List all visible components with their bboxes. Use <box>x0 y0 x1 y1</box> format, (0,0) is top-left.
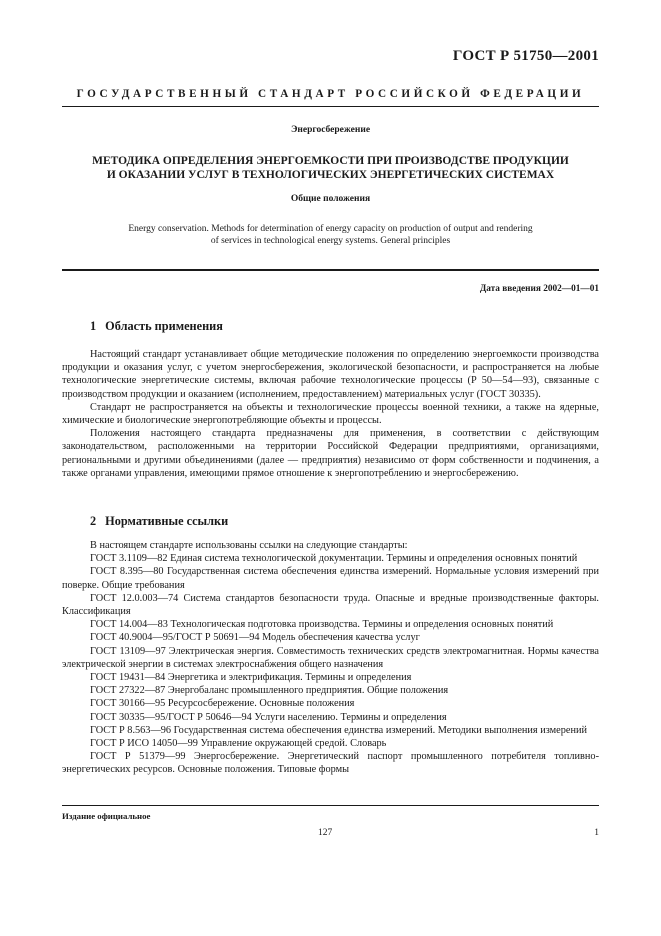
introduction-date: Дата введения 2002—01—01 <box>479 284 599 294</box>
reference-item: ГОСТ 13109—97 Электрическая энергия. Совместимость технических средств электромагнитная. Нормы качества электрической энергии в системах электроснабжения общего назначения <box>62 645 599 670</box>
section-1-paragraph: Стандарт не распространяется на объекты и технологические процессы военной техники, а также на ядерные, химические и биологические энергопотребляющие объекты и процессы. <box>62 401 599 427</box>
official-edition-label: Издание официальное <box>62 811 151 821</box>
title-line-1: МЕТОДИКА ОПРЕДЕЛЕНИЯ ЭНЕРГОЕМКОСТИ ПРИ ПРОИЗВОДСТВЕ ПРОДУКЦИИ <box>92 155 569 167</box>
page-number: 127 <box>318 828 333 838</box>
reference-item: ГОСТ 30335—95/ГОСТ Р 50646—94 Услуги населению. Термины и определения <box>90 711 447 723</box>
reference-item: ГОСТ 30166—95 Ресурсосбережение. Основные положения <box>90 698 355 710</box>
references-intro: В настоящем стандарте использованы ссылки на следующие стандарты: <box>90 540 408 551</box>
reference-item: ГОСТ Р 8.563—96 Государственная система обеспечения единства измерений. Методики выполнения измерений <box>90 724 587 736</box>
title-rule <box>62 269 599 271</box>
reference-item: ГОСТ 19431—84 Энергетика и электрификация. Термины и определения <box>90 672 412 684</box>
section-1-title: Область применения <box>105 319 223 333</box>
reference-item: ГОСТ 12.0.003—74 Система стандартов безопасности труда. Опасные и вредные производственные факторы. Классификация <box>62 592 599 618</box>
reference-item: ГОСТ 3.1109—82 Единая система технологической документации. Термины и определения основных понятий <box>90 553 578 565</box>
reference-item: ГОСТ 8.395—80 Государственная система обеспечения единства измерений. Нормальные условия измерений при поверке. Общие требования <box>62 566 599 591</box>
section-2-heading <box>90 514 228 529</box>
reference-item: ГОСТ 27322—87 Энергобаланс промышленного предприятия. Общие положения <box>90 685 449 697</box>
section-2-number: 2 <box>90 514 97 528</box>
standard-code: ГОСТ Р 51750—2001 <box>452 48 599 64</box>
section-1-heading <box>90 319 223 334</box>
section-1-number: 1 <box>90 319 97 333</box>
english-title <box>62 223 599 247</box>
reference-item: ГОСТ 40.9004—95/ГОСТ Р 50691—94 Модель обеспечения качества услуг <box>90 632 420 644</box>
title-line-2: И ОКАЗАНИИ УСЛУГ В ТЕХНОЛОГИЧЕСКИХ ЭНЕРГЕТИЧЕСКИХ СИСТЕМАХ <box>106 169 555 181</box>
english-title-line-1: Energy conservation. Methods for determination of energy capacity on production of output and rendering <box>128 224 533 234</box>
english-title-line-2: of services in technological energy systems. General principles <box>210 236 451 246</box>
section-1-paragraph: Положения настоящего стандарта предназначены для применения, в соответствии с действующим законодательством, расположенными на территории Российской Федерации предприятиями, организациями, региональными и другими объединениями (далее — предприятия) независимо от форм собственности и подчинения, а также органами управления, имеющими прямое отношение к энергопотреблению и энергосбережению. <box>62 428 599 479</box>
reference-item: ГОСТ Р ИСО 14050—99 Управление окружающей средой. Словарь <box>90 738 387 750</box>
section-2-title: Нормативные ссылки <box>105 514 229 528</box>
top-rule <box>62 106 599 107</box>
section-1-body <box>62 348 599 480</box>
references-list <box>62 539 599 777</box>
state-standard-heading: ГОСУДАРСТВЕННЫЙ СТАНДАРТ РОССИЙСКОЙ ФЕДЕРАЦИИ <box>76 88 585 100</box>
reference-item: ГОСТ 14.004—83 Технологическая подготовка производства. Термины и определения основных понятий <box>90 619 554 631</box>
subtitle: Общие положения <box>290 194 371 204</box>
footer-rule <box>62 805 599 806</box>
subject-heading: Энергосбережение <box>290 125 371 135</box>
document-title <box>62 154 599 182</box>
reference-item: ГОСТ Р 51379—99 Энергосбережение. Энергетический паспорт промышленного потребителя топливно-энергетических ресурсов. Основные положения. Типовые формы <box>62 751 599 776</box>
sheet-number: 1 <box>594 828 599 838</box>
section-1-paragraph: Настоящий стандарт устанавливает общие методические положения по определению энергоемкости производства продукции и оказания услуг, с учетом энергосбережения, экологической безопасности, и распространяется на любые технологические энергетические системы, включая рабочие технологические процессы (Р 50—54—93), связанные с производством продукции и оказанием (исполнением, предоставлением) материальных услуг (ГОСТ 30335). <box>62 349 599 400</box>
